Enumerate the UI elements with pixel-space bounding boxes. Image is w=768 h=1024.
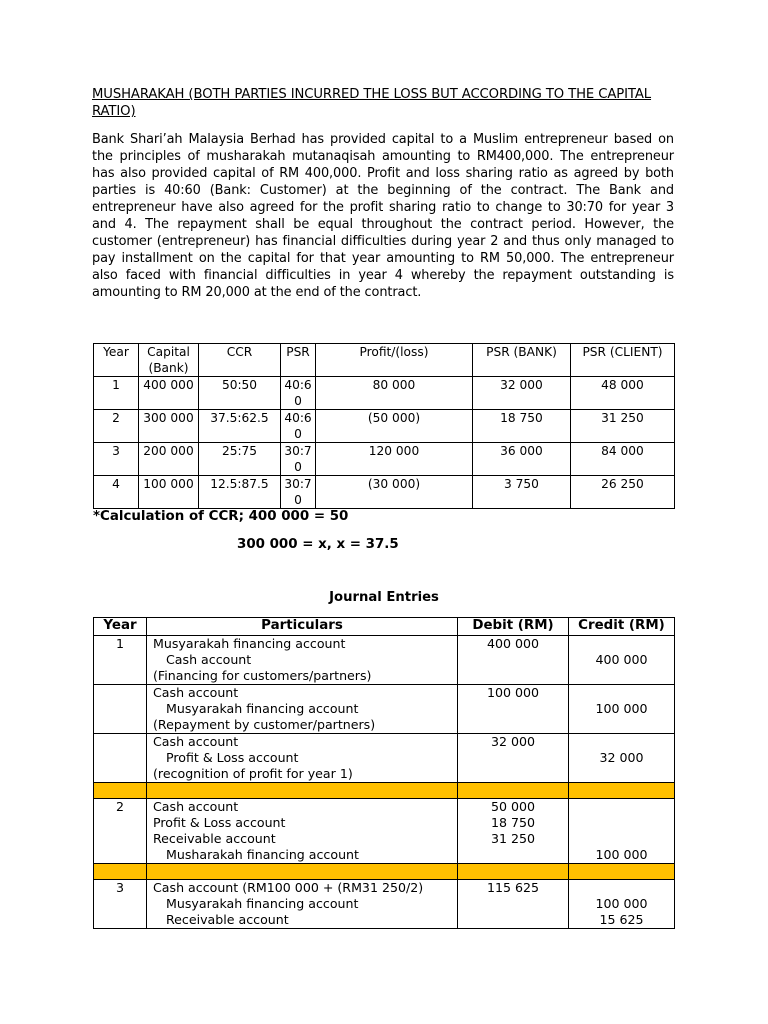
particular-line: Cash account xyxy=(153,799,239,814)
journal-entry xyxy=(94,799,675,864)
particular-line: Receivable account xyxy=(153,831,276,846)
table-cell: 48 000 xyxy=(571,377,675,410)
debit-value: 31 250 xyxy=(490,831,536,846)
debit-value: 115 625 xyxy=(486,880,540,895)
table-cell: 100 000 xyxy=(139,476,199,509)
particular-line: Cash account (RM100 000 + (RM31 250/2) xyxy=(153,880,424,895)
particular-line: Profit & Loss account xyxy=(166,750,299,765)
table-cell: 40:60 xyxy=(281,377,316,410)
year-value: 2 xyxy=(115,799,124,814)
credit-cell xyxy=(569,685,675,734)
table-cell: 26 250 xyxy=(571,476,675,509)
credit-cell xyxy=(569,880,675,929)
table-row xyxy=(94,476,675,509)
credit-value: 32 000 xyxy=(599,750,644,765)
debit-cell xyxy=(458,799,569,864)
journal-entry xyxy=(94,734,675,783)
case-description: Bank Shari’ah Malaysia Berhad has provided capital to a Muslim entrepreneur based on the principles of musharakah mutanaqisah amounting to RM400,000. The entrepreneur has also provided capital of RM 400,000. Profit and loss sharing ratio as agreed by both parties is 40:60 (Bank: Customer) at the beginning of the contract. The Bank and entrepreneur have also agreed for the profit sharing ratio to change to 30:70 for year 3 and 4. The repayment shall be equal throughout the contract period. However, the customer (entrepreneur) has financial difficulties during year 2 and thus only managed to pay installment on the capital for that year amounting to RM 50,000. The entrepreneur also faced with financial difficulties in year 4 whereby the repayment outstanding is amounting to RM 20,000 at the end of the contract. xyxy=(92,132,674,300)
table-cell: 120 000 xyxy=(316,443,473,476)
year-cell xyxy=(94,734,147,783)
table-cell: 200 000 xyxy=(139,443,199,476)
header-cell: Year xyxy=(94,344,139,377)
debit-value: 50 000 xyxy=(490,799,536,814)
journal-entry xyxy=(94,685,675,734)
table-cell: 30:70 xyxy=(281,443,316,476)
journal-entry xyxy=(94,880,675,929)
year-cell xyxy=(94,799,147,864)
journal-title: Journal Entries xyxy=(329,590,439,605)
credit-cell xyxy=(569,636,675,685)
table-row xyxy=(94,443,675,476)
table-cell: 2 xyxy=(94,410,139,443)
table-cell: 4 xyxy=(94,476,139,509)
table-cell: 3 xyxy=(94,443,139,476)
header-cell: PSR xyxy=(281,344,316,377)
debit-value: 100 000 xyxy=(486,685,540,700)
year-cell xyxy=(94,685,147,734)
ratio-table-header xyxy=(94,344,675,377)
ratio-table xyxy=(93,343,675,509)
particulars-cell xyxy=(147,685,458,734)
table-cell: 84 000 xyxy=(571,443,675,476)
credit-value: 15 625 xyxy=(599,912,644,927)
credit-cell xyxy=(569,799,675,864)
year-separator xyxy=(94,783,675,799)
table-cell: 30:70 xyxy=(281,476,316,509)
table-row xyxy=(94,377,675,410)
credit-value: 100 000 xyxy=(595,896,648,911)
table-cell: 40:60 xyxy=(281,410,316,443)
table-cell: 25:75 xyxy=(199,443,281,476)
journal-header xyxy=(94,618,675,636)
particular-line: Musyarakah financing account xyxy=(166,896,359,911)
year-value: 1 xyxy=(115,636,124,651)
year-separator xyxy=(94,864,675,880)
debit-cell xyxy=(458,734,569,783)
table-cell: 37.5:62.5 xyxy=(199,410,281,443)
debit-value: 18 750 xyxy=(490,815,536,830)
header-cell: CCR xyxy=(199,344,281,377)
header-cell: Credit (RM) xyxy=(569,618,675,636)
particular-line: Receivable account xyxy=(166,912,289,927)
credit-value: 100 000 xyxy=(595,847,648,862)
header-cell: PSR (CLIENT) xyxy=(571,344,675,377)
debit-value: 32 000 xyxy=(490,734,536,749)
credit-value: 100 000 xyxy=(595,701,648,716)
debit-value: 400 000 xyxy=(486,636,540,651)
debit-cell xyxy=(458,636,569,685)
debit-cell xyxy=(458,880,569,929)
table-cell: 400 000 xyxy=(139,377,199,410)
header-cell: Particulars xyxy=(147,618,458,636)
particular-line: (recognition of profit for year 1) xyxy=(153,766,353,781)
particulars-cell xyxy=(147,636,458,685)
table-cell: 32 000 xyxy=(473,377,571,410)
particular-line: (Repayment by customer/partners) xyxy=(153,717,376,732)
table-cell: 36 000 xyxy=(473,443,571,476)
debit-cell xyxy=(458,685,569,734)
table-cell: 12.5:87.5 xyxy=(199,476,281,509)
journal-table xyxy=(93,617,675,929)
particular-line: Profit & Loss account xyxy=(153,815,286,830)
particular-line: Musyarakah financing account xyxy=(153,636,346,651)
particular-line: Cash account xyxy=(153,685,239,700)
particulars-cell xyxy=(147,734,458,783)
header-cell: Year xyxy=(94,618,147,636)
year-value: 3 xyxy=(115,880,124,895)
table-cell: 18 750 xyxy=(473,410,571,443)
particulars-cell xyxy=(147,799,458,864)
header-cell: Capital (Bank) xyxy=(139,344,199,377)
ccr-calculation-line-2: 300 000 = x, x = 37.5 xyxy=(237,537,399,552)
table-cell: 3 750 xyxy=(473,476,571,509)
particular-line: Cash account xyxy=(166,652,252,667)
credit-cell xyxy=(569,734,675,783)
particular-line: Cash account xyxy=(153,734,239,749)
particular-line: Musharakah financing account xyxy=(166,847,359,862)
header-cell: PSR (BANK) xyxy=(473,344,571,377)
year-cell xyxy=(94,880,147,929)
table-cell: (30 000) xyxy=(316,476,473,509)
table-cell: 31 250 xyxy=(571,410,675,443)
ccr-calculation-line-1: *Calculation of CCR; 400 000 = 50 xyxy=(93,509,349,524)
table-row xyxy=(94,410,675,443)
table-cell: 50:50 xyxy=(199,377,281,410)
header-cell: Profit/(loss) xyxy=(316,344,473,377)
table-cell: 300 000 xyxy=(139,410,199,443)
journal-entry xyxy=(94,636,675,685)
particular-line: Musyarakah financing account xyxy=(166,701,359,716)
table-cell: 80 000 xyxy=(316,377,473,410)
document-heading: MUSHARAKAH (BOTH PARTIES INCURRED THE LOSS BUT ACCORDING TO THE CAPITAL RATIO) xyxy=(92,87,652,119)
table-cell: (50 000) xyxy=(316,410,473,443)
header-cell: Debit (RM) xyxy=(458,618,569,636)
particulars-cell xyxy=(147,880,458,929)
year-cell xyxy=(94,636,147,685)
credit-value: 400 000 xyxy=(595,652,648,667)
table-cell: 1 xyxy=(94,377,139,410)
particular-line: (Financing for customers/partners) xyxy=(153,668,372,683)
